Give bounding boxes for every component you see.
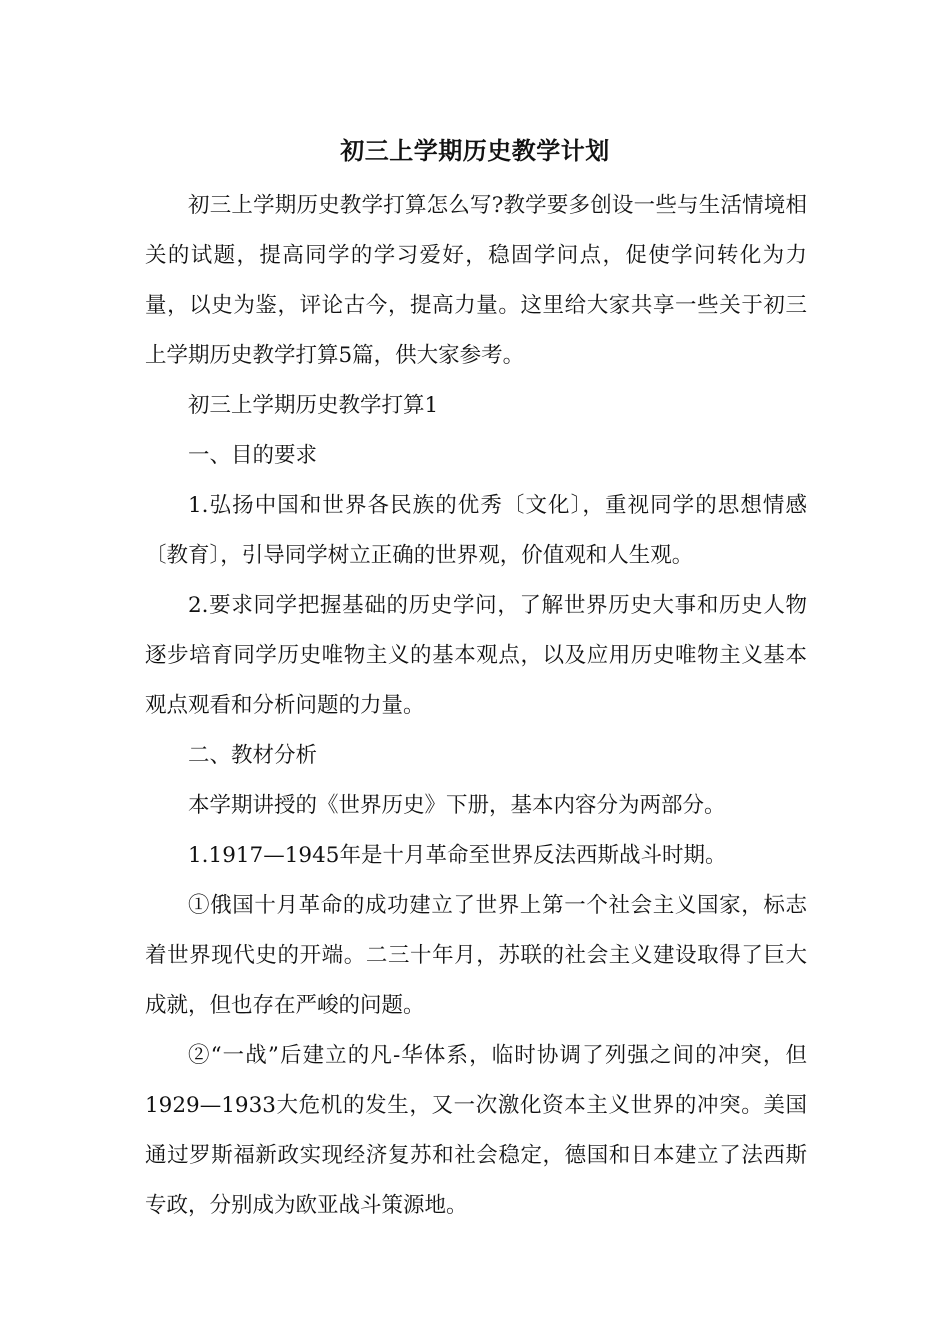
period-point-1: ①俄国十月革命的成功建立了世界上第一个社会主义国家，标志着世界现代史的开端。二三十年月，苏联的社会主义建设取得了巨大成就，但也存在严峻的问题。 [145,893,807,1018]
plan-heading: 初三上学期历史教学打算1 [188,393,439,418]
document-title: 初三上学期历史教学计划 [340,136,610,165]
objective-item-2: 2.要求同学把握基础的历史学问，了解世界历史大事和历史人物逐步培育同学历史唯物主义的基本观点，以及应用历史唯物主义基本观点观看和分析问题的力量。 [145,593,807,718]
objective-item-1: 1.弘扬中国和世界各民族的优秀〔文化〕，重视同学的思想情感〔教育〕，引导同学树立正确的世界观，价值观和人生观。 [145,493,807,568]
document-body [145,181,807,1231]
textbook-summary: 本学期讲授的《世界历史》下册，基本内容分为两部分。 [188,793,726,818]
section-heading-textbook-analysis: 二、教材分析 [188,743,318,768]
section-heading-objectives: 一、目的要求 [188,443,318,468]
period-point-2: ②“一战”后建立的凡-华体系，临时协调了列强之间的冲突，但1929—1933大危机的发生，又一次激化资本主义世界的冲突。美国通过罗斯福新政实现经济复苏和社会稳定，德国和日本建立了法西斯专政，分别成为欧亚战斗策源地。 [145,1043,807,1218]
intro-paragraph: 初三上学期历史教学打算怎么写?教学要多创设一些与生活情境相关的试题，提高同学的学习爱好，稳固学问点，促使学问转化为力量，以史为鉴，评论古今，提高力量。这里给大家共享一些关于初三上学期历史教学打算5篇，供大家参考。 [145,193,807,368]
period-heading-1: 1.1917—1945年是十月革命至世界反法西斯战斗时期。 [188,843,727,868]
